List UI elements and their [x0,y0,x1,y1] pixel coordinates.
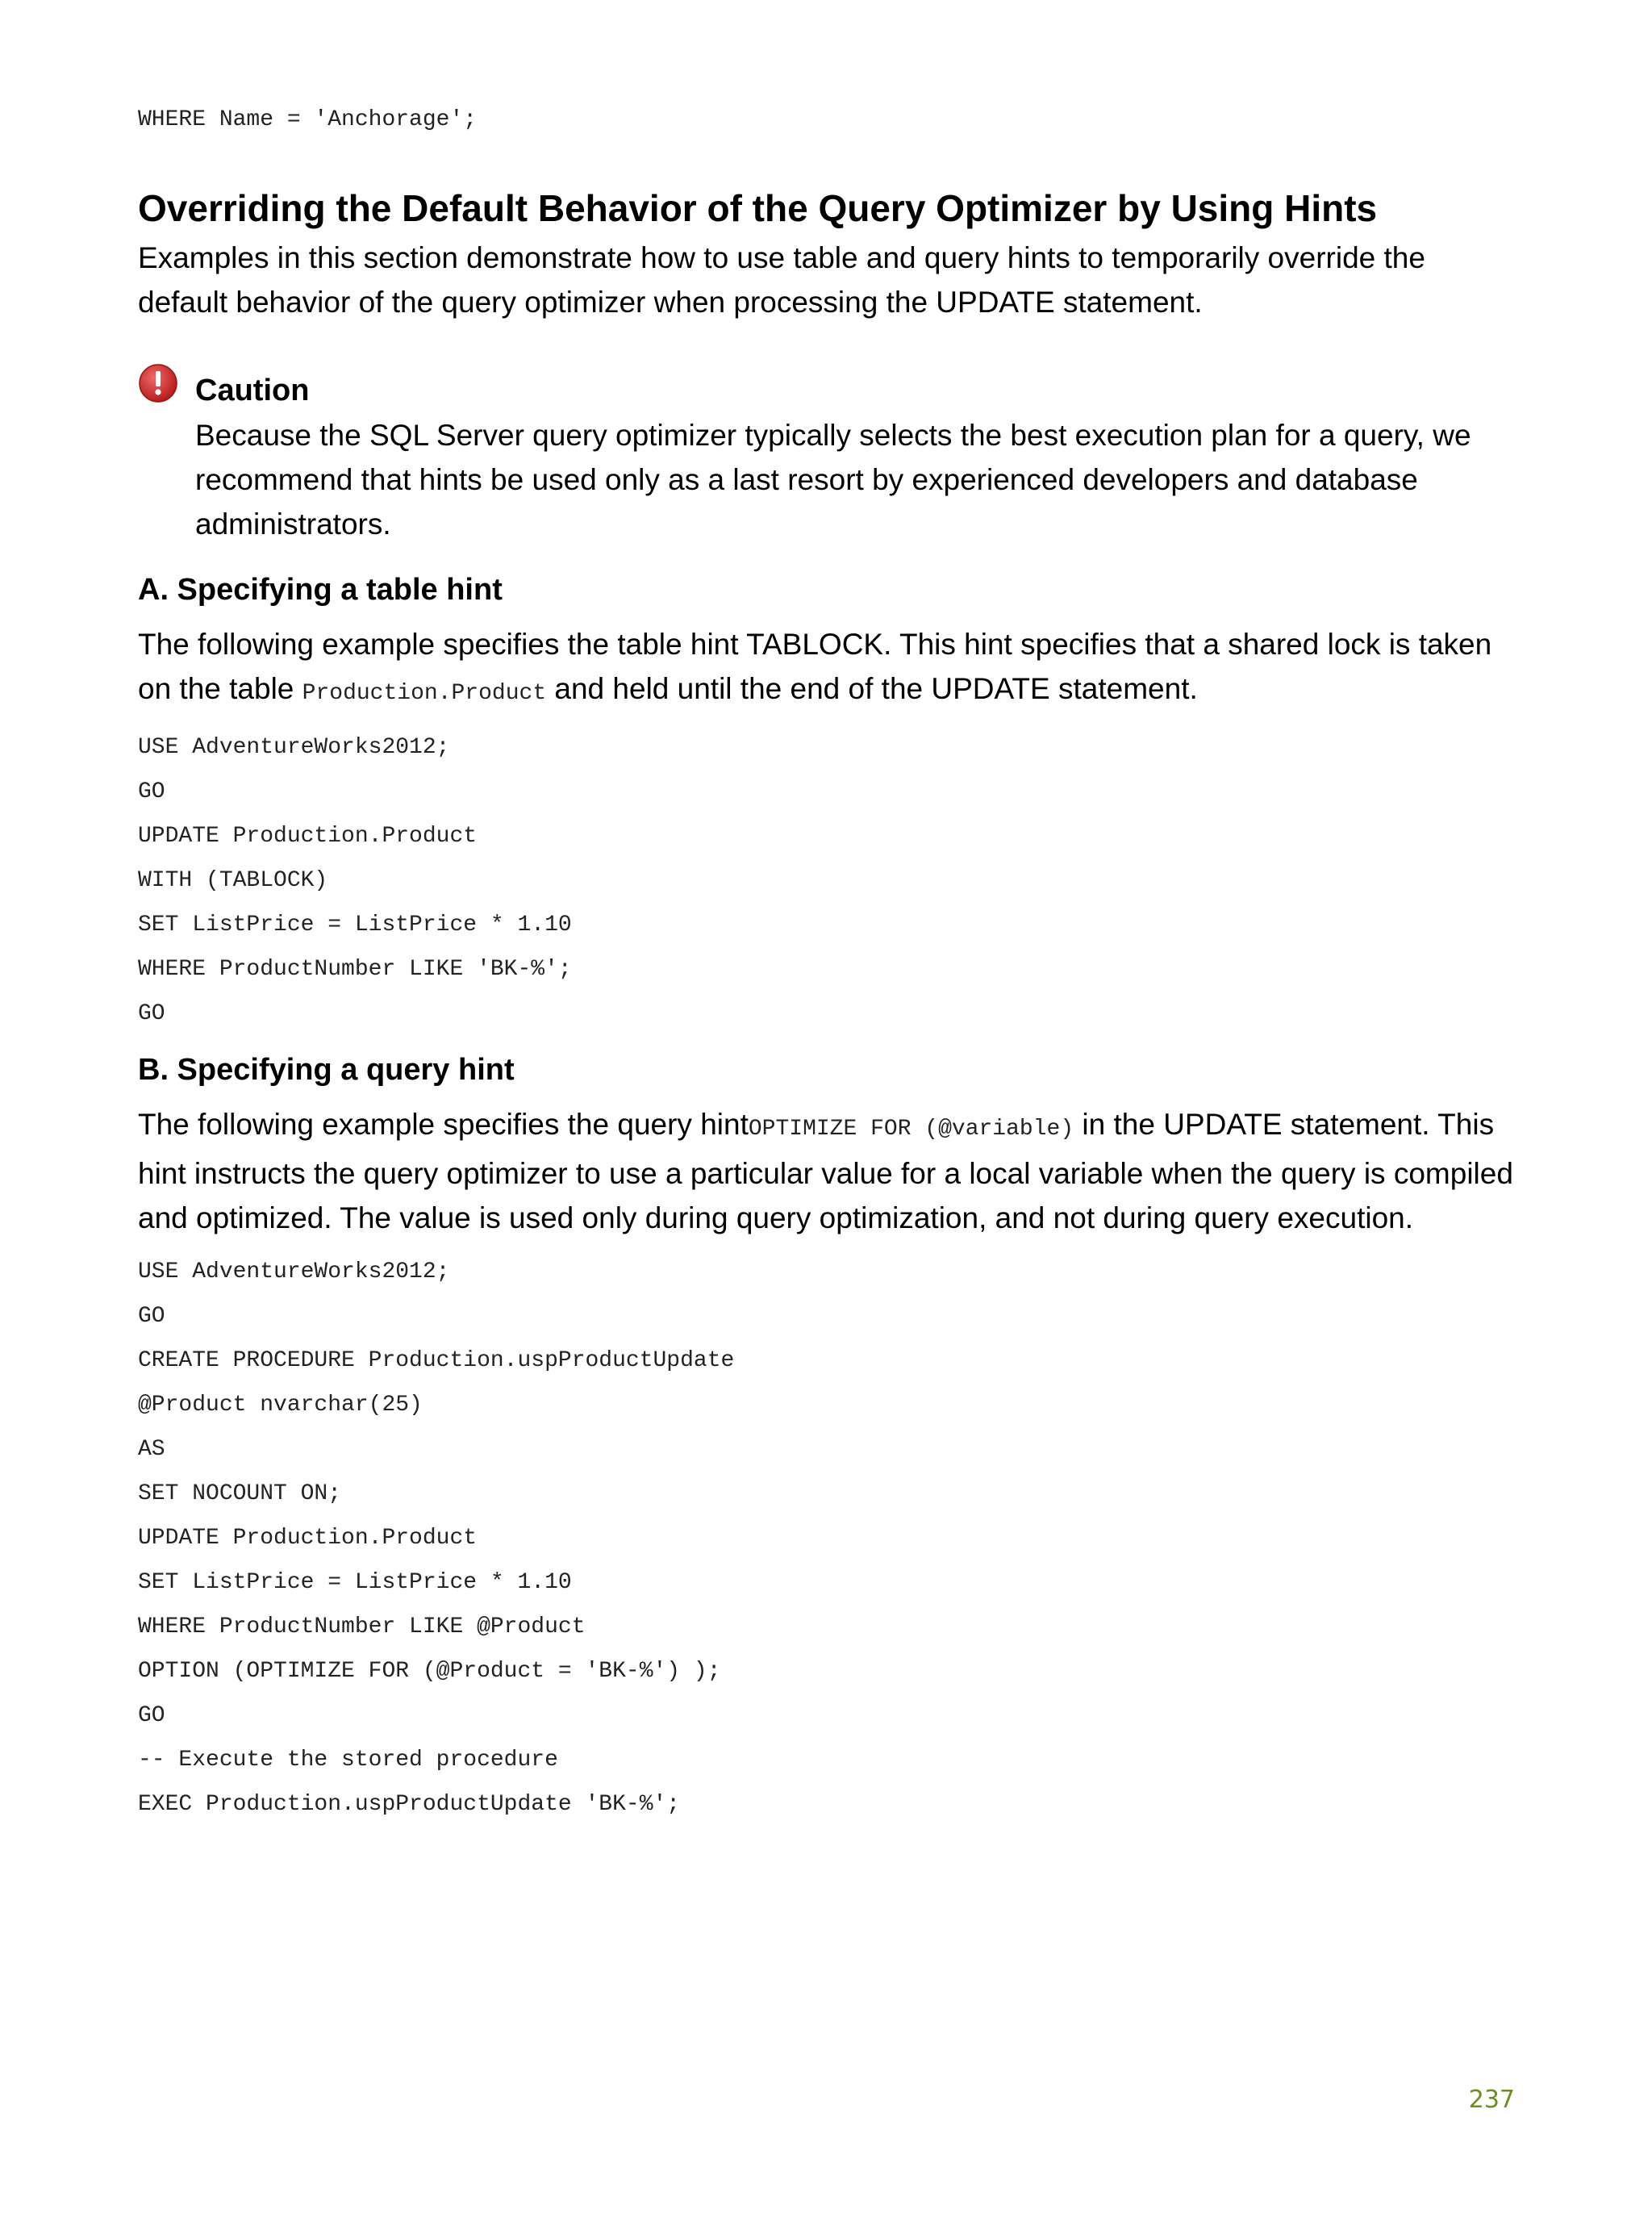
code-line: GO [138,1304,165,1329]
top-code-block [138,107,1517,165]
subsection-b-text-after: in the UPDATE statement. This hint instructs the query optimizer to use a particular value for a local variable when the query is compiled and optimized. The value is used only during query optimization, and not during query execution. [138,1108,1513,1234]
code-line: OPTION (OPTIMIZE FOR (@Product = 'BK-%') ); [138,1659,721,1684]
page-number: 237 [1468,2086,1515,2114]
page-content [138,107,1517,1827]
code-line: UPDATE Production.Product [138,824,478,849]
code-line: GO [138,1001,165,1026]
code-line: GO [138,779,165,804]
code-line: WITH (TABLOCK) [138,868,328,893]
code-line: WHERE Name = 'Anchorage'; [138,107,478,132]
code-line: USE AdventureWorks2012; [138,1259,450,1284]
subsection-b-text [138,1102,1517,1240]
caution-title: Caution [195,374,310,407]
code-line: SET ListPrice = ListPrice * 1.10 [138,913,572,938]
section-intro: Examples in this section demonstrate how to use table and query hints to temporarily override the default behavior of the query optimizer when processing the UPDATE statement. [138,241,1425,319]
code-line: AS [138,1437,165,1462]
caution-icon [138,363,178,403]
subsection-a-text-after: and held until the end of the UPDATE statement. [546,672,1198,705]
code-line: GO [138,1703,165,1728]
code-line: WHERE ProductNumber LIKE 'BK-%'; [138,957,572,982]
subsection-a-text-before: The following example specifies the table hint TABLOCK. This hint specifies that a shared lock is taken on the table [138,628,1492,705]
code-line: SET NOCOUNT ON; [138,1481,342,1506]
subsection-b-text-before: The following example specifies the query hint [138,1108,749,1141]
code-line: USE AdventureWorks2012; [138,735,450,760]
code-line: SET ListPrice = ListPrice * 1.10 [138,1570,572,1595]
code-line: EXEC Production.uspProductUpdate 'BK-%'; [138,1792,681,1817]
section-title: Overriding the Default Behavior of the Query Optimizer by Using Hints [138,187,1378,229]
subsection-b-title: B. Specifying a query hint [138,1053,515,1087]
caution-text: Because the SQL Server query optimizer typically selects the best execution plan for a query, we recommend that hints be used only as a last resort by experienced developers and database administrators. [195,419,1471,541]
inline-code-production-product: Production.Product [302,681,547,706]
code-line: @Product nvarchar(25) [138,1393,423,1418]
caution-note [138,368,1517,546]
code-line: CREATE PROCEDURE Production.uspProductUpdate [138,1348,735,1373]
code-line: -- Execute the stored procedure [138,1748,558,1773]
subsection-a-title: A. Specifying a table hint [138,573,503,607]
code-line: UPDATE Production.Product [138,1526,478,1551]
inline-code-optimize-for: OPTIMIZE FOR (@variable) [748,1117,1074,1142]
code-block-query-hint [138,1250,1517,1827]
code-block-table-hint [138,725,1517,1036]
code-line: WHERE ProductNumber LIKE @Product [138,1614,586,1639]
subsection-a-text [138,622,1517,716]
